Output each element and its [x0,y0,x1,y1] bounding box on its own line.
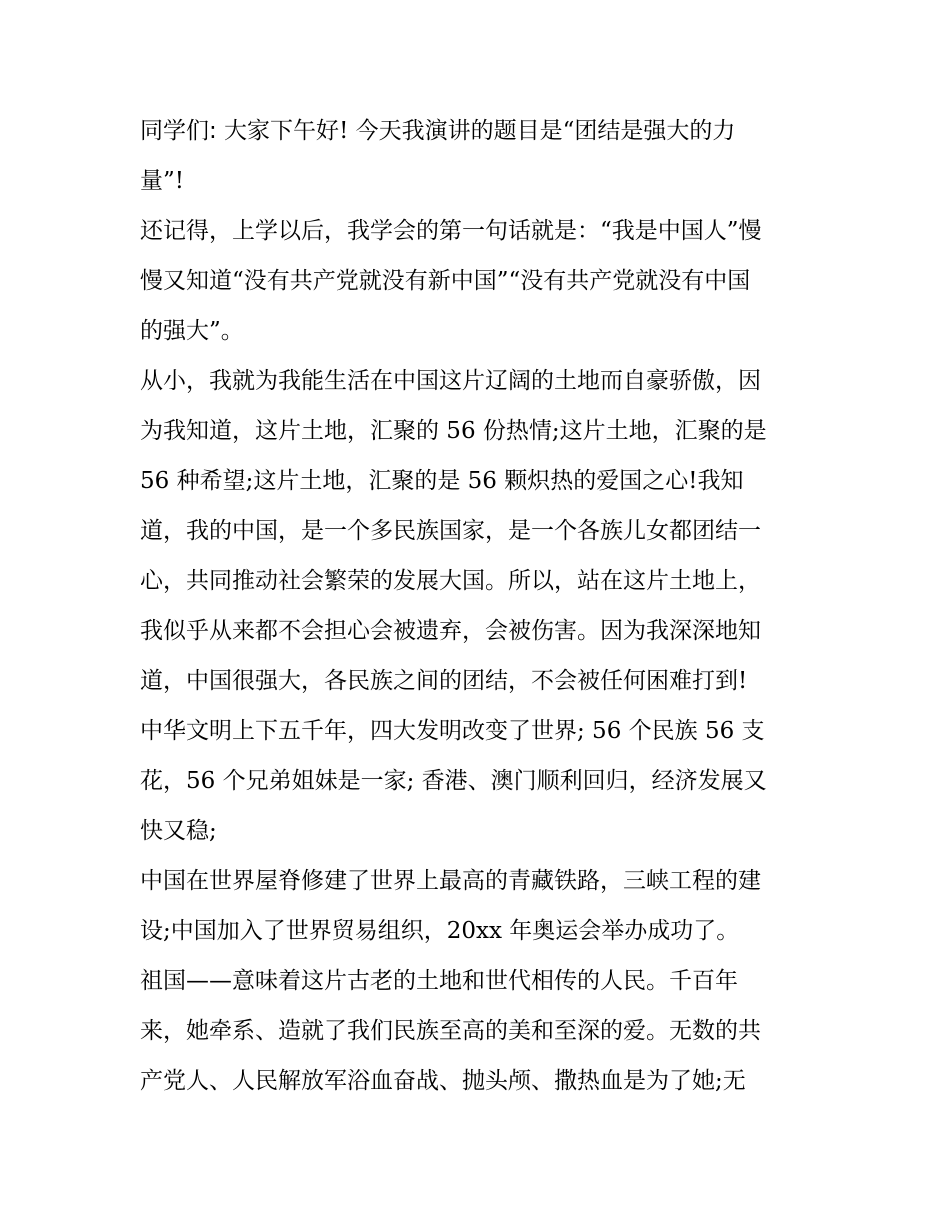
text-segment: 量”! [140,168,185,194]
text-segment: 道，我的中国，是一个多民族国家，是一个各族儿女都团结一 [140,518,761,544]
text-segment: ;中国加入了世界贸易组织，20xx [163,918,510,944]
text-segment-sans: 年奥运会举办成功了。 [509,918,740,944]
text-segment: 我似乎从来都不会担心会被遗弃，会被伤害。因为我深深地知 [140,618,761,644]
text-segment-sans: 祖国——意味着这片古老的土地和世代相传的人民。千百年 [140,968,738,994]
text-line [140,706,820,756]
text-segment: 还记得，上学以后，我学会的第一句话就是：“我是中国人”慢 [140,218,762,244]
text-line [140,956,820,1006]
text-line [140,756,820,806]
text-segment: 为我知道，这片土地，汇聚的 56 份热情;这片土地，汇聚的是 [140,418,767,444]
text-segment-sans: 快又稳 [140,818,209,844]
text-line [140,156,820,206]
greeting-afternoon: 大家下午好 [216,118,340,144]
text-line [140,406,820,456]
text-line [140,506,820,556]
speech-text [140,106,820,1106]
text-line [140,456,820,506]
text-segment: 中国在世界屋脊修建了世界上最高的青藏铁路，三峡工程的建 [140,868,761,894]
speech-topic: ! 今天我演讲的题目是“团结是强大的力 [339,118,736,144]
text-segment-sans: 香港、澳门顺利回归，经济发展又 [421,768,767,794]
text-segment-sans: 产党人、人民解放军浴血奋战、抛头颅、撒热血是为了她 [140,1068,715,1094]
text-segment: ;无 [715,1068,746,1094]
text-segment: 来，她牵系、造就了我们民族至高的美和至深的爱。无数的共 [140,1018,761,1044]
text-segment: 慢又知道“没有共产党就没有新中国”“没有共产党就没有中国 [140,268,751,294]
text-segment: 中华文明上下五千年，四大发明改变了世界; 56 个民族 56 [140,718,742,744]
text-segment: 心，共同推动社会繁荣的发展大国。所以，站在这片土地上， [140,568,761,594]
text-line [140,1006,820,1056]
text-line [140,306,820,356]
text-segment: ; [209,818,217,844]
text-line [140,1056,820,1106]
text-segment-sans: 花 [140,768,163,794]
greeting-classmates: 同学们: [140,118,217,144]
text-segment: 从小，我就为我能生活在中国这片辽阔的土地而自豪骄傲，因 [140,368,761,394]
text-segment: 道，中国很强大，各民族之间的团结，不会被任何困难打到! [140,668,748,694]
text-line [140,656,820,706]
text-segment: ，56 个兄弟姐妹是一家; [163,768,422,794]
text-line [140,606,820,656]
text-line [140,356,820,406]
text-segment: 56 种希望;这片土地，汇聚的是 56 颗炽热的爱国之心!我知 [140,468,744,494]
text-line [140,856,820,906]
text-line [140,806,820,856]
text-segment: 的强大”。 [140,318,244,344]
text-line [140,256,820,306]
text-line [140,906,820,956]
text-line [140,206,820,256]
text-segment-sans: 支 [741,718,765,744]
text-line [140,106,820,156]
text-line [140,556,820,606]
text-segment-sans: 设 [140,918,163,944]
